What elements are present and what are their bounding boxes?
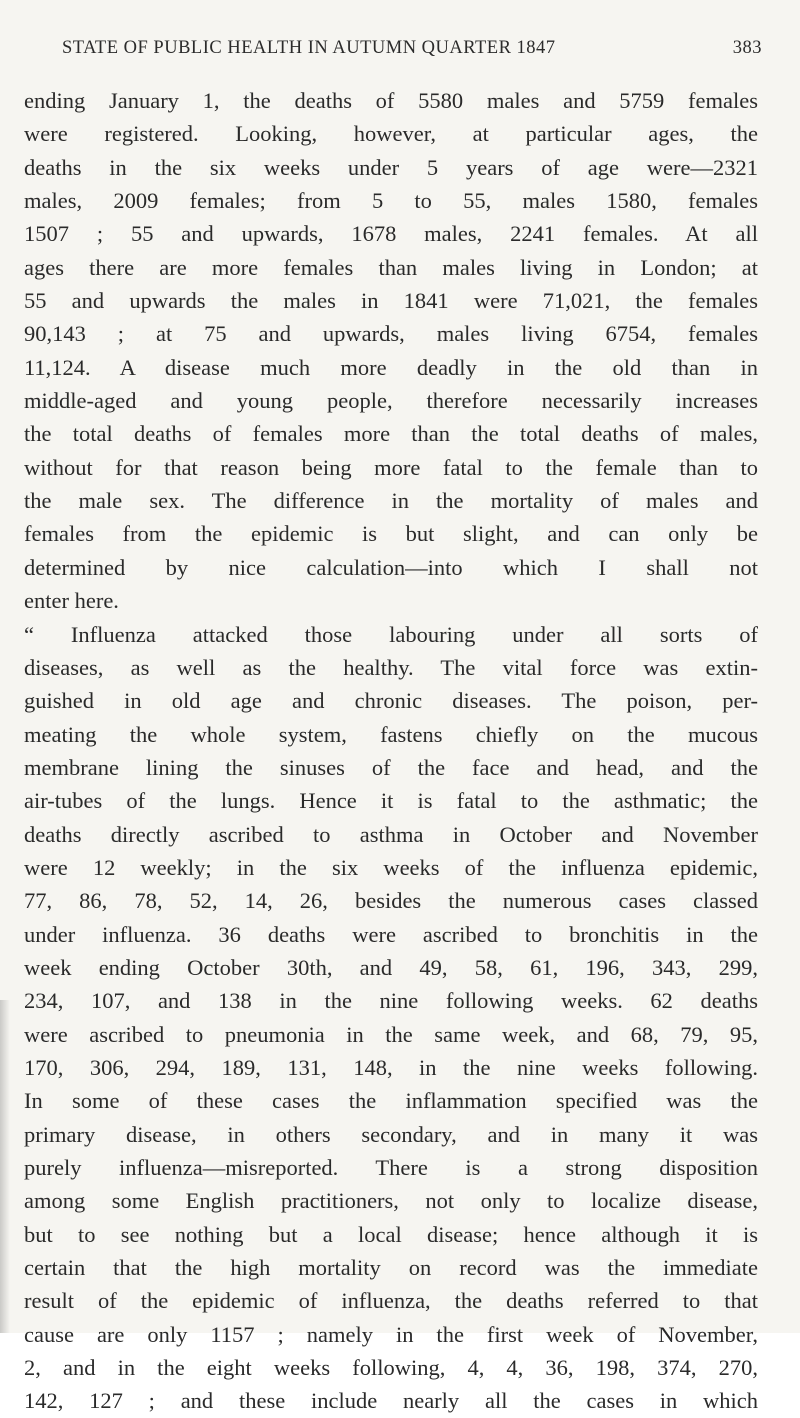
text-line: 234, 107, and 138 in the nine following weeks. 62 deaths: [24, 988, 758, 1014]
text-line: without for that reason being more fatal to the female than to: [24, 454, 758, 480]
text-line: week ending October 30th, and 49, 58, 61, 196, 343, 299,: [24, 954, 758, 980]
text-line: 2, and in the eight weeks following, 4, 4, 36, 198, 374, 270,: [24, 1355, 758, 1381]
text-line: ending January 1, the deaths of 5580 males and 5759 females: [24, 88, 758, 113]
text-line: 1507 ; 55 and upwards, 1678 males, 2241 females. At all: [24, 221, 758, 247]
text-line: certain that the high mortality on record was the immediate: [24, 1255, 758, 1281]
text-line: In some of these cases the inflammation specified was the: [24, 1088, 758, 1114]
text-line: 55 and upwards the males in 1841 were 71,021, the females: [24, 288, 758, 314]
text-line: under influenza. 36 deaths were ascribed to bronchitis in the: [24, 921, 758, 947]
text-line: result of the epidemic of influenza, the deaths referred to that: [24, 1288, 758, 1314]
text-line: the male sex. The difference in the mortality of males and: [24, 488, 758, 514]
text-line: 11,124. A disease much more deadly in the old than in: [24, 354, 758, 380]
running-head: [62, 38, 762, 64]
text-line: air-tubes of the lungs. Hence it is fatal to the asthmatic; the: [24, 788, 758, 814]
text-line: determined by nice calculation—into which I shall not: [24, 554, 758, 580]
text-line: 77, 86, 78, 52, 14, 26, besides the numerous cases classed: [24, 888, 758, 914]
text-line: but to see nothing but a local disease; hence although it is: [24, 1221, 758, 1247]
text-line: deaths in the six weeks under 5 years of age were—2321: [24, 154, 758, 180]
text-line: membrane lining the sinuses of the face and head, and the: [24, 754, 758, 780]
text-line: “ Influenza attacked those labouring under all sorts of: [24, 621, 758, 647]
body-text: [24, 84, 758, 1418]
page-edge-shadow: [0, 1000, 10, 1333]
text-line: males, 2009 females; from 5 to 55, males 1580, females: [24, 188, 758, 214]
text-line: were ascribed to pneumonia in the same week, and 68, 79, 95,: [24, 1021, 758, 1047]
text-line: middle-aged and young people, therefore necessarily increases: [24, 388, 758, 414]
text-line: deaths directly ascribed to asthma in October and November: [24, 821, 758, 847]
text-line: were registered. Looking, however, at particular ages, the: [24, 121, 758, 147]
text-line: 90,143 ; at 75 and upwards, males living 6754, females: [24, 321, 758, 347]
text-line: primary disease, in others secondary, and in many it was: [24, 1121, 758, 1147]
text-line: 142, 127 ; and these include nearly all the cases in which: [24, 1388, 758, 1414]
text-line: the total deaths of females more than the total deaths of males,: [24, 421, 758, 447]
text-line: purely influenza—misreported. There is a strong disposition: [24, 1155, 758, 1180]
text-line: guished in old age and chronic diseases. The poison, per-: [24, 688, 758, 714]
text-line: among some English practitioners, not only to localize disease,: [24, 1188, 758, 1214]
text-line: females from the epidemic is but slight, and can only be: [24, 521, 758, 547]
text-line: diseases, as well as the healthy. The vital force was extin-: [24, 654, 758, 680]
text-line: meating the whole system, fastens chiefly on the mucous: [24, 721, 758, 747]
page-number: 383: [732, 38, 762, 58]
text-line: were 12 weekly; in the six weeks of the influenza epidemic,: [24, 854, 758, 880]
text-line: ages there are more females than males living in London; at: [24, 254, 758, 280]
paragraph-end-line: enter here.: [24, 588, 119, 614]
text-line: cause are only 1157 ; namely in the first week of November,: [24, 1321, 758, 1347]
running-title: STATE OF PUBLIC HEALTH IN AUTUMN QUARTER 1847: [62, 38, 556, 58]
text-line: 170, 306, 294, 189, 131, 148, in the nine weeks following.: [24, 1054, 758, 1080]
